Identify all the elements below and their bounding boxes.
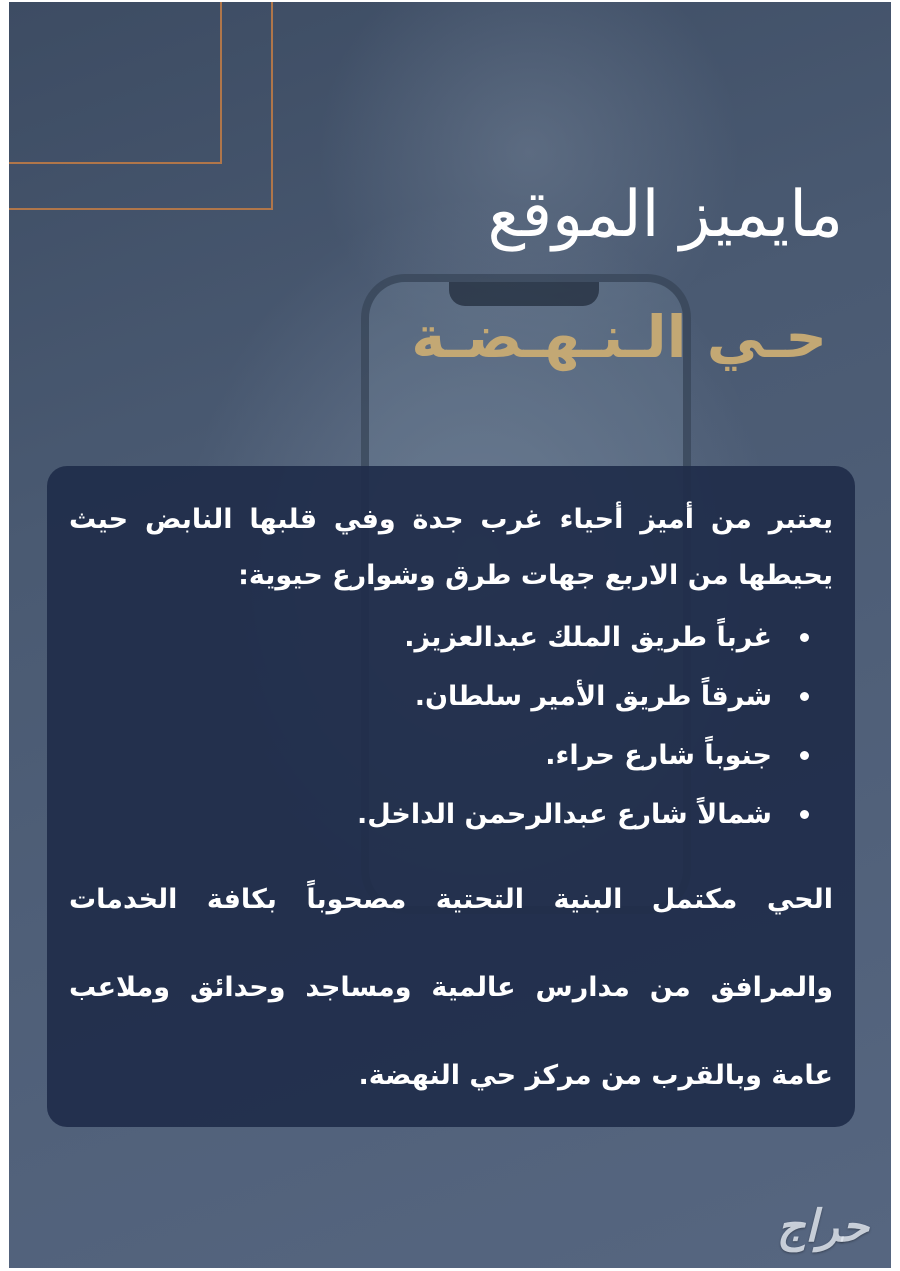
neighborhood-name: حـي الـنـهـضـة — [411, 303, 827, 371]
bullet-dot-icon — [800, 751, 809, 760]
intro-text: يعتبر من أميز أحياء غرب جدة وفي قلبها النابض حيث يحيطها من الاربع جهات طرق وشوارع حيوية: — [69, 504, 833, 591]
list-item — [69, 726, 809, 785]
list-item — [69, 608, 809, 667]
list-item — [69, 785, 809, 844]
list-item-text: شرقاً طريق الأمير سلطان. — [414, 681, 772, 712]
list-item-text: شمالاً شارع عبدالرحمن الداخل. — [357, 799, 772, 830]
bullet-dot-icon — [800, 692, 809, 701]
list-item-text: جنوباً شارع حراء. — [545, 740, 772, 771]
bullet-dot-icon — [800, 810, 809, 819]
bullet-dot-icon — [800, 633, 809, 642]
haraj-watermark-logo: حراج — [776, 1201, 869, 1252]
poster — [9, 2, 891, 1268]
info-card — [47, 466, 855, 1127]
decorative-frame-inner — [9, 2, 222, 164]
closing-text: الحي مكتمل البنية التحتية مصحوباً بكافة الخدمات والمرافق من مدارس عالمية ومساجد وحدائق وملاعب عامة وبالقرب من مركز حي النهضة. — [69, 884, 833, 1091]
list-item-text: غرباً طريق الملك عبدالعزيز. — [404, 622, 772, 653]
bullet-list — [69, 608, 833, 844]
list-item — [69, 667, 809, 726]
page-title: مايميز الموقع — [487, 178, 843, 252]
